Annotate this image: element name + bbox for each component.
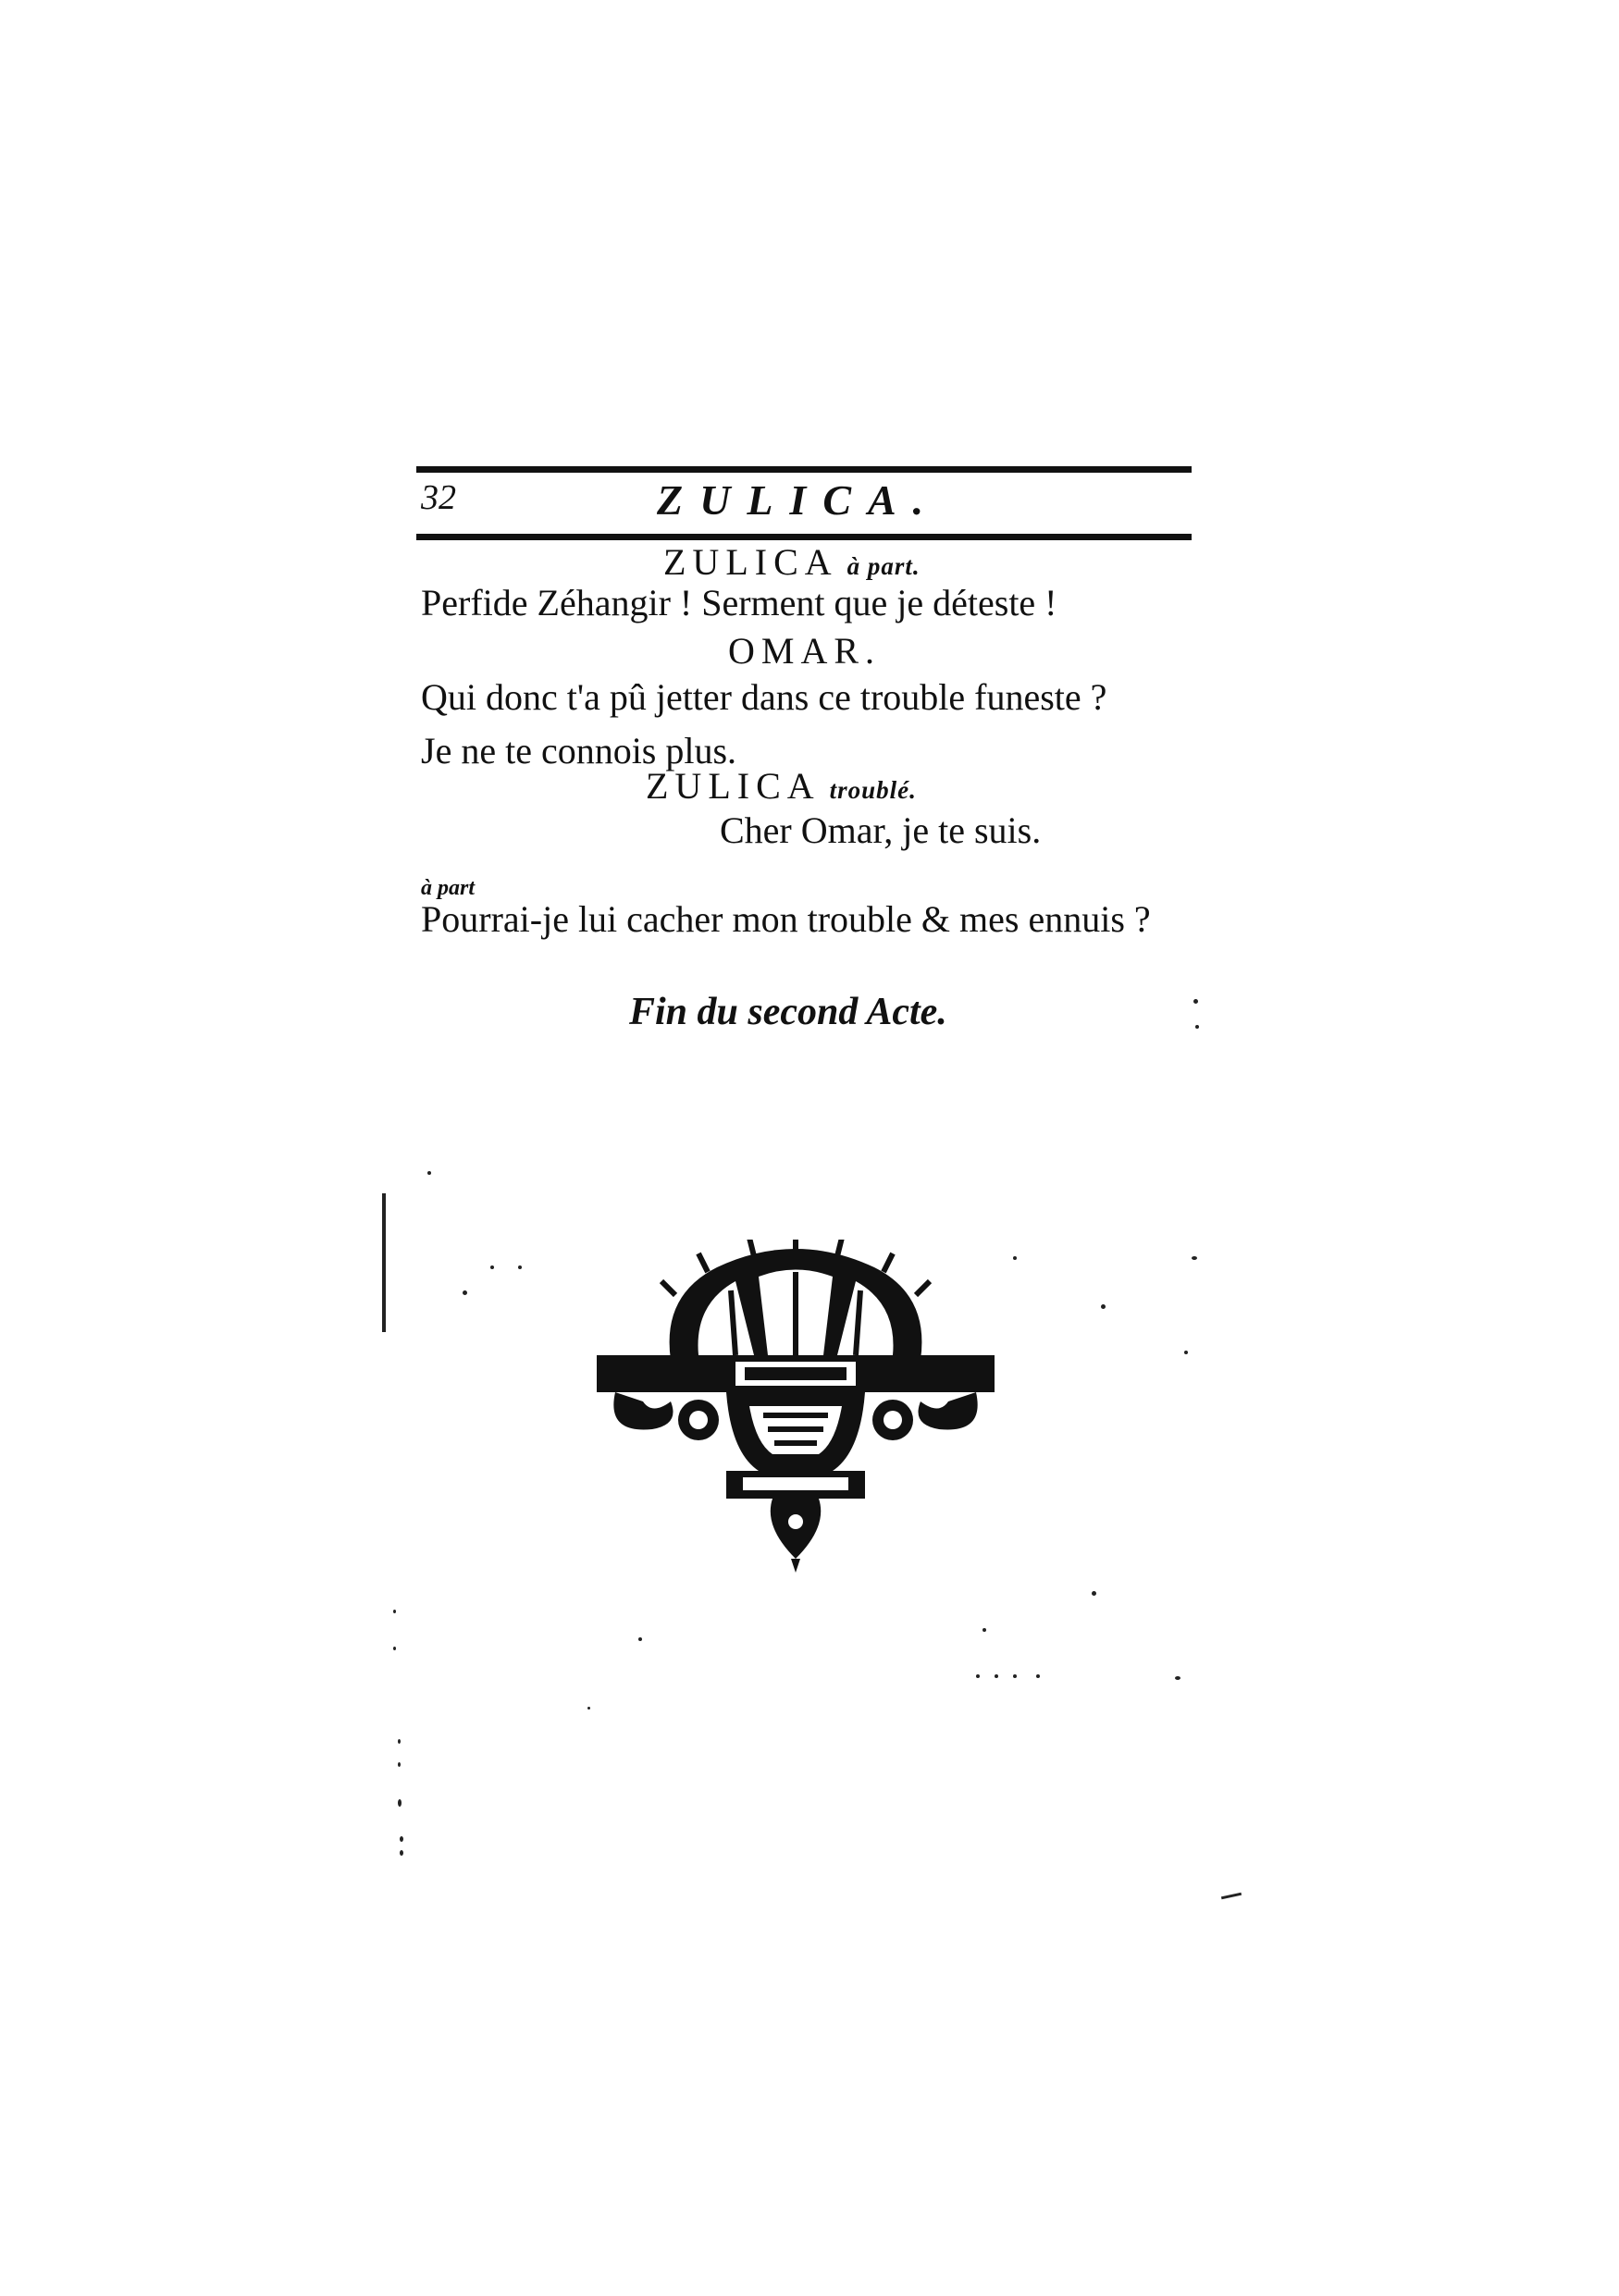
header-rule-bottom (416, 534, 1192, 540)
speck (400, 1850, 403, 1856)
running-head (416, 475, 1192, 531)
speck (518, 1265, 522, 1269)
stage-direction: troublé. (829, 776, 917, 804)
speck (490, 1265, 494, 1269)
speck (427, 1171, 431, 1175)
verse-line: Je ne te connois plus. (421, 730, 737, 772)
speck (398, 1739, 401, 1744)
verse-line: Cher Omar, je te suis. (720, 809, 1042, 851)
speck (400, 1836, 403, 1842)
speck (1192, 1256, 1197, 1260)
verse-line: Qui donc t'a pû jetter dans ce trouble funeste ? (421, 676, 1107, 718)
stage-direction: à part. (847, 552, 921, 580)
speck (463, 1290, 467, 1295)
verse-line: Perfide Zéhangir ! Serment que je déteste ! (421, 582, 1057, 623)
speck (995, 1674, 998, 1678)
act-end-label: Fin du second Acte. (629, 991, 947, 1033)
speck (1036, 1674, 1040, 1678)
speck (1092, 1591, 1096, 1596)
speck (398, 1762, 401, 1767)
header-rule-top (416, 466, 1192, 473)
speaker-heading-zulica (663, 540, 921, 584)
speck (638, 1637, 642, 1641)
margin-mark (382, 1193, 386, 1332)
speaker-name: ZULICA (646, 765, 821, 807)
stage-direction: à part (421, 876, 476, 900)
speck (1175, 1676, 1180, 1680)
shell-urn-ornament-icon (597, 1240, 995, 1573)
speaker-heading-omar (728, 629, 881, 673)
page-number: 32 (421, 478, 456, 517)
speck (1101, 1304, 1106, 1309)
margin-mark (1221, 1893, 1242, 1900)
speaker-name: ZULICA (663, 541, 838, 583)
speck (983, 1628, 986, 1632)
speck (1195, 1025, 1199, 1029)
speck (587, 1707, 590, 1710)
speck (1184, 1351, 1188, 1354)
speck (1193, 999, 1198, 1004)
verse-line: Pourrai-je lui cacher mon trouble & mes ennuis ? (421, 898, 1151, 940)
speck (398, 1799, 402, 1807)
running-title: ZULICA. (657, 476, 941, 524)
speck (1013, 1256, 1017, 1260)
speaker-heading-zulica (646, 764, 917, 808)
speaker-name: OMAR. (728, 630, 882, 672)
speck (393, 1610, 396, 1613)
speck (1013, 1674, 1017, 1678)
speck (976, 1674, 980, 1678)
speck (393, 1647, 396, 1650)
